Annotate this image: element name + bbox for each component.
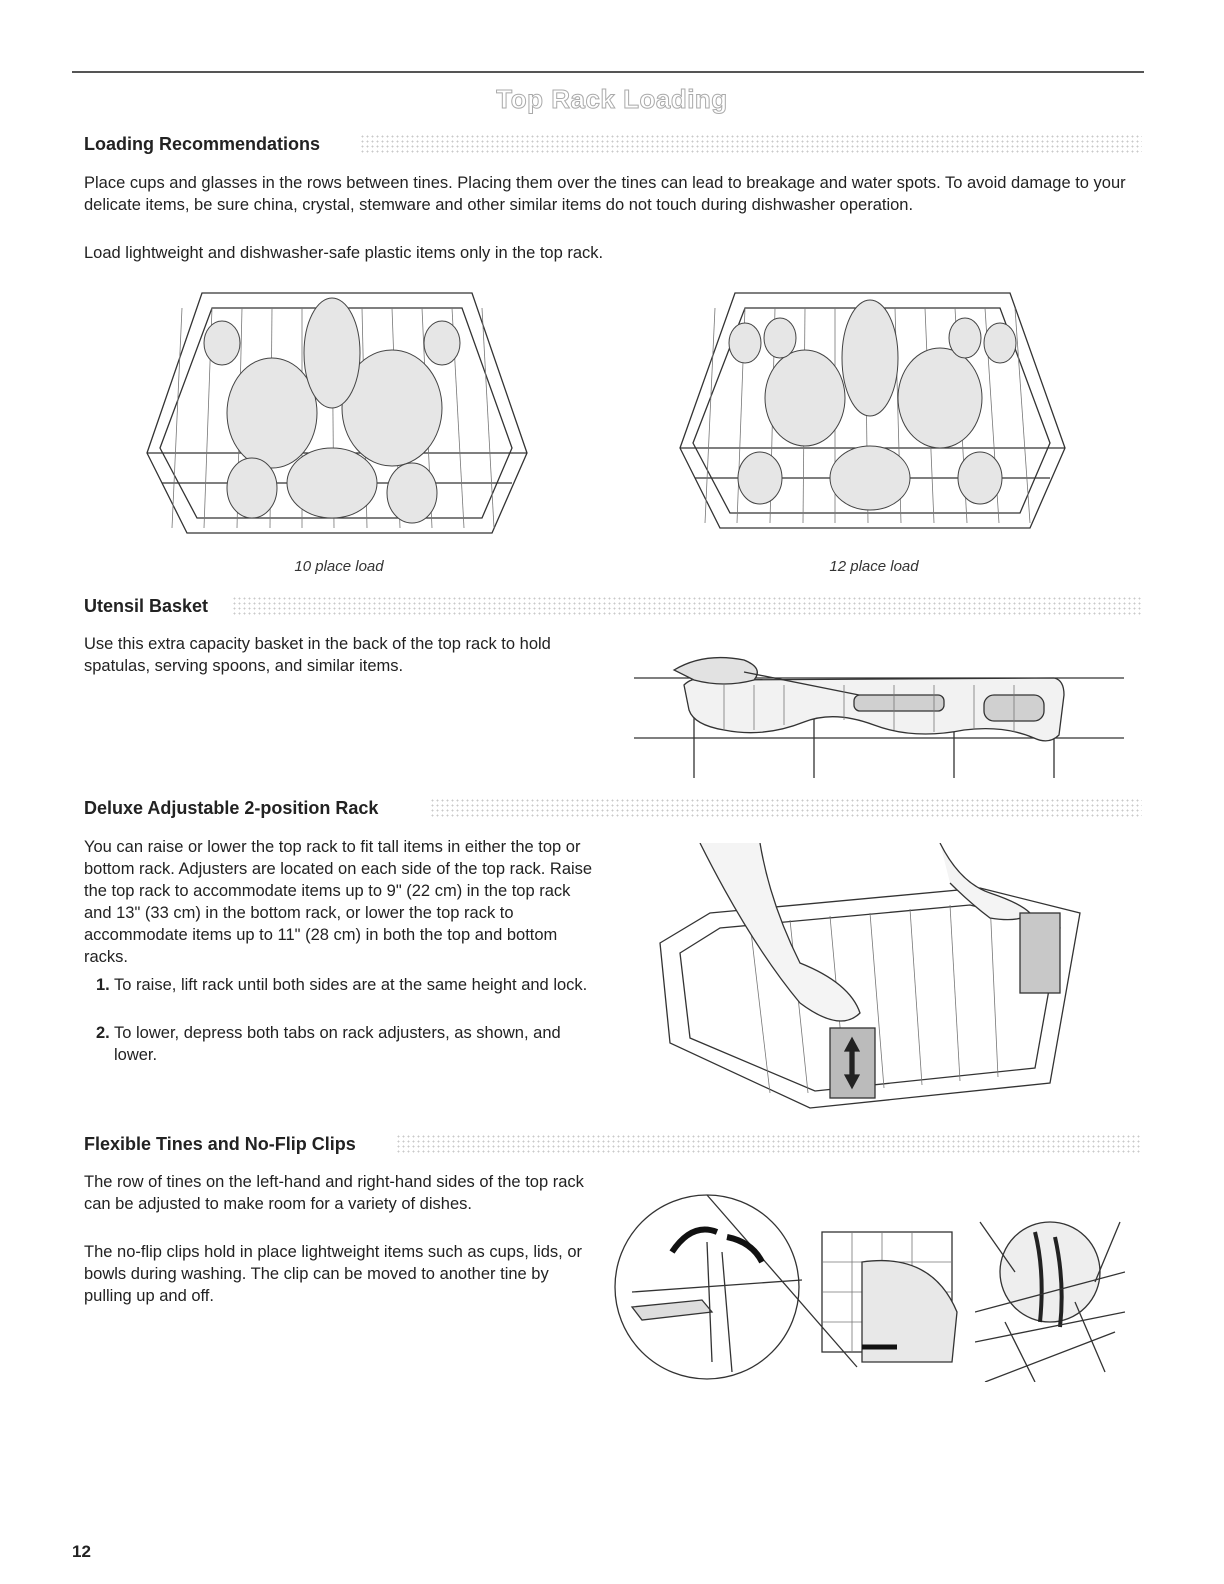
caption-twelve-place-load: 12 place load	[829, 558, 919, 575]
page-title: Top Rack Loading	[496, 84, 728, 114]
deluxe-step-1	[96, 974, 594, 996]
top-rule	[72, 71, 1144, 73]
deluxe-step-2	[96, 1022, 594, 1066]
flexible-paragraph-1: The row of tines on the left-hand and right-hand sides of the top rack can be adjusted to make room for a variety of dishes.	[84, 1173, 584, 1213]
deluxe-paragraph: You can raise or lower the top rack to fit tall items in either the top or bottom rack. Adjusters are located on each side of the top rack. Raise the top rack to accommodate items up to 9" (22 cm) in the top rack and 13" (33 cm) in the bottom rack, or lower the top rack to accommodate items up to 11" (28 cm) in both the top and bottom racks.	[84, 838, 593, 966]
loading-recommendations-heading: Loading Recommendations	[84, 134, 321, 154]
loading-paragraph-1: Place cups and glasses in the rows between tines. Placing them over the tines can lead to breakage and water spots. To avoid damage to your delicate items, be sure china, crystal, stemware and other similar items do not touch during dishwasher operation.	[84, 174, 1126, 214]
step-text: To lower, depress both tabs on rack adjusters, as shown, and lower.	[114, 1024, 561, 1064]
loading-paragraph-2: Load lightweight and dishwasher-safe plastic items only in the top rack.	[84, 244, 604, 262]
heading-dot-rule	[396, 1134, 1142, 1154]
step-number: 1.	[96, 976, 110, 994]
flexible-tines-illustration	[612, 1192, 982, 1392]
no-flip-clip-illustration	[975, 1212, 1125, 1382]
heading-dot-rule	[232, 596, 1142, 616]
utensil-paragraph: Use this extra capacity basket in the back of the top rack to hold spatulas, serving spoons, and similar items.	[84, 635, 551, 675]
flexible-tines-heading: Flexible Tines and No-Flip Clips	[84, 1134, 356, 1154]
page-number: 12	[72, 1542, 91, 1561]
adjustable-rack-illustration	[650, 843, 1090, 1113]
caption-ten-place-load: 10 place load	[294, 558, 384, 575]
utensil-basket-heading: Utensil Basket	[84, 596, 209, 616]
deluxe-rack-heading: Deluxe Adjustable 2-position Rack	[84, 798, 379, 818]
ten-place-load-illustration	[142, 283, 537, 553]
step-number: 2.	[96, 1024, 110, 1042]
utensil-basket-illustration	[634, 650, 1124, 780]
heading-dot-rule	[430, 798, 1142, 818]
flexible-paragraph-2: The no-flip clips hold in place lightweight items such as cups, lids, or bowls during washing. The clip can be moved to another tine by pulling up and off.	[84, 1243, 582, 1305]
twelve-place-load-illustration	[675, 283, 1075, 548]
step-text: To raise, lift rack until both sides are at the same height and lock.	[114, 976, 588, 994]
heading-dot-rule	[360, 134, 1142, 154]
